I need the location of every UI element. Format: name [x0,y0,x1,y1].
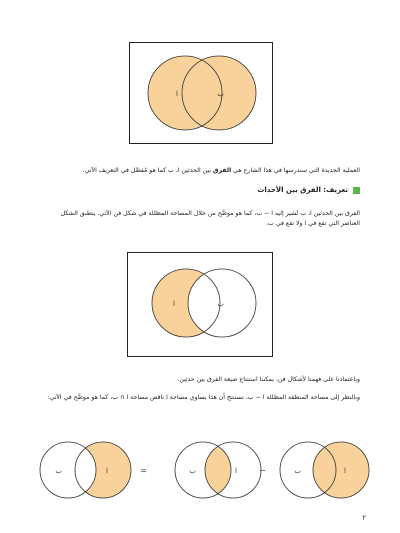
label-b: ب [217,300,224,308]
definition-text: الفرق بين الحدثين ا، ب تُشير إليه ا − ب، كما هو موضَّح من خلال المساحة المظللة في شكل فن الآتي. ينطبق الشكل العناصر التي تقع في ا ولا تقع في ب. [60,210,360,227]
label-a: ا [106,467,108,475]
intro-text-start: العملية الجديدة التي سندرسها في هذا الشارح هي [231,167,360,174]
venn-union-diagram [130,43,272,143]
label-b: ب [55,467,62,475]
label-a: ا [176,90,178,98]
label-a: ا [344,467,346,475]
venn-equation-svg [30,430,370,510]
minus-sign: − [259,466,266,475]
label-a: ا [173,300,175,308]
equation-term-difference [40,442,131,498]
venn-equation [30,430,370,510]
formula-paragraph [40,393,360,403]
equals-sign: = [140,466,147,475]
equation-term-a [280,442,369,498]
intro-paragraph [40,166,360,176]
formula-text: وبالنظر إلى مساحة المنطقة المظللة ا − ب، نستنتج أن هذا يساوي مساحة ا ناقص مساحة ا ∩ ب، كما هو موضَّح في الآتي: [47,394,360,401]
label-b: ب [189,467,196,475]
venn-union-frame [129,42,273,144]
label-b: ب [294,467,301,475]
page-number: ٢ [362,514,366,522]
green-square-icon [353,187,360,194]
definition-body [40,209,360,229]
conclusion-text: وباعتمادنا على فهمنا لأشكال فن، يمكننا استنتاج صيغة الفرق بين حدثين. [177,376,360,383]
definition-heading [257,186,360,194]
intro-bold-term: الفرق [212,167,232,174]
conclusion-paragraph [40,375,360,385]
venn-difference-diagram [128,253,272,356]
equation-term-intersection [175,442,261,498]
venn-difference-frame [127,252,273,357]
intro-text-end: بين الحدثين ا، ب كما هو مُفصَّل في التعريف الآتي. [82,167,213,174]
label-a: ا [235,467,237,475]
definition-title: تعريف: الفرق بين الأحداث [257,186,348,194]
label-b: ب [217,90,224,98]
